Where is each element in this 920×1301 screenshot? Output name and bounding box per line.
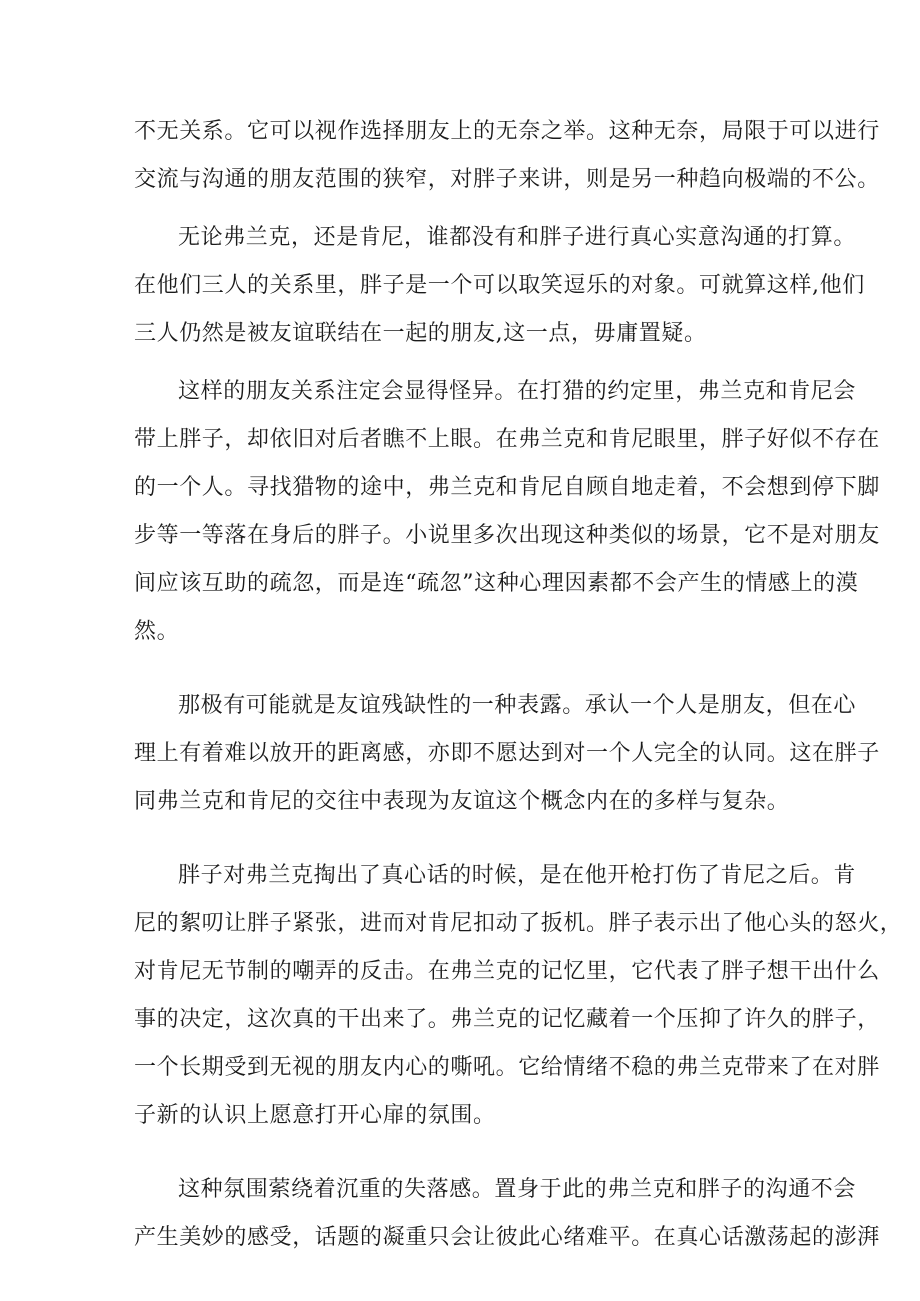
text-line: 带上胖子，却依旧对后者瞧不上眼。在弗兰克和肯尼眼里，胖子好似不存在 [134, 427, 880, 452]
text-line: 对肯尼无节制的嘲弄的反击。在弗兰克的记忆里，它代表了胖子想干出什么 [134, 959, 880, 984]
text-line: 步等一等落在身后的胖子。小说里多次出现这种类似的场景，它不是对朋友 [134, 523, 880, 548]
paragraph [134, 114, 880, 210]
paragraph [134, 858, 903, 1146]
text-line: 无论弗兰克，还是肯尼，谁都没有和胖子进行真心实意沟通的打算。 [178, 225, 857, 250]
text-line: 事的决定，这次真的干出来了。弗兰克的记忆藏着一个压抑了许久的胖子， [134, 1007, 880, 1032]
text-line: 胖子对弗兰克掏出了真心话的时候，是在他开枪打伤了肯尼之后。肯 [178, 863, 857, 888]
paragraph-gap [134, 364, 794, 374]
text-line: 在他们三人的关系里，胖子是一个可以取笑逗乐的对象。可就算这样,他们 [134, 273, 865, 298]
text-line: 然。 [134, 619, 180, 644]
text-line: 那极有可能就是友谊残缺性的一种表露。承认一个人是朋友，但在心 [178, 693, 857, 718]
text-line: 产生美妙的感受，话题的凝重只会让彼此心绪难平。在真心话激荡起的澎湃 [134, 1225, 880, 1250]
text-line: 一个长期受到无视的朋友内心的嘶吼。它给情绪不稳的弗兰克带来了在对胖 [134, 1055, 880, 1080]
text-line: 交流与沟通的朋友范围的狭窄，对胖子来讲，则是另一种趋向极端的不公。 [134, 167, 880, 192]
paragraph-gap [134, 662, 794, 688]
paragraph-gap [134, 210, 794, 220]
text-line: 尼的絮叨让胖子紧张，进而对肯尼扣动了扳机。胖子表示出了他心头的怒火， [134, 911, 903, 936]
text-line: 的一个人。寻找猎物的途中，弗兰克和肯尼自顾自地走着，不会想到停下脚 [134, 475, 880, 500]
paragraph [134, 374, 880, 662]
paragraph [134, 688, 880, 832]
paragraph-gap [134, 1146, 794, 1172]
text-line: 子新的认识上愿意打开心扉的氛围。 [134, 1103, 496, 1128]
text-line: 不无关系。它可以视作选择朋友上的无奈之举。这种无奈，局限于可以进行 [134, 119, 880, 144]
text-line: 这种氛围萦绕着沉重的失落感。置身于此的弗兰克和胖子的沟通不会 [178, 1177, 857, 1202]
paragraph [134, 1172, 880, 1268]
paragraph-gap [134, 832, 794, 858]
text-line: 这样的朋友关系注定会显得怪异。在打猎的约定里，弗兰克和肯尼会 [178, 379, 857, 404]
text-line: 同弗兰克和肯尼的交往中表现为友谊这个概念内在的多样与复杂。 [134, 789, 790, 814]
text-line: 三人仍然是被友谊联结在一起的朋友,这一点，毋庸置疑。 [134, 321, 707, 346]
document-page [134, 114, 903, 1268]
paragraph [134, 220, 865, 364]
text-line: 间应该互助的疏忽，而是连“疏忽”这种心理因素都不会产生的情感上的漠 [134, 571, 859, 596]
text-line: 理上有着难以放开的距离感，亦即不愿达到对一个人完全的认同。这在胖子 [134, 741, 880, 766]
